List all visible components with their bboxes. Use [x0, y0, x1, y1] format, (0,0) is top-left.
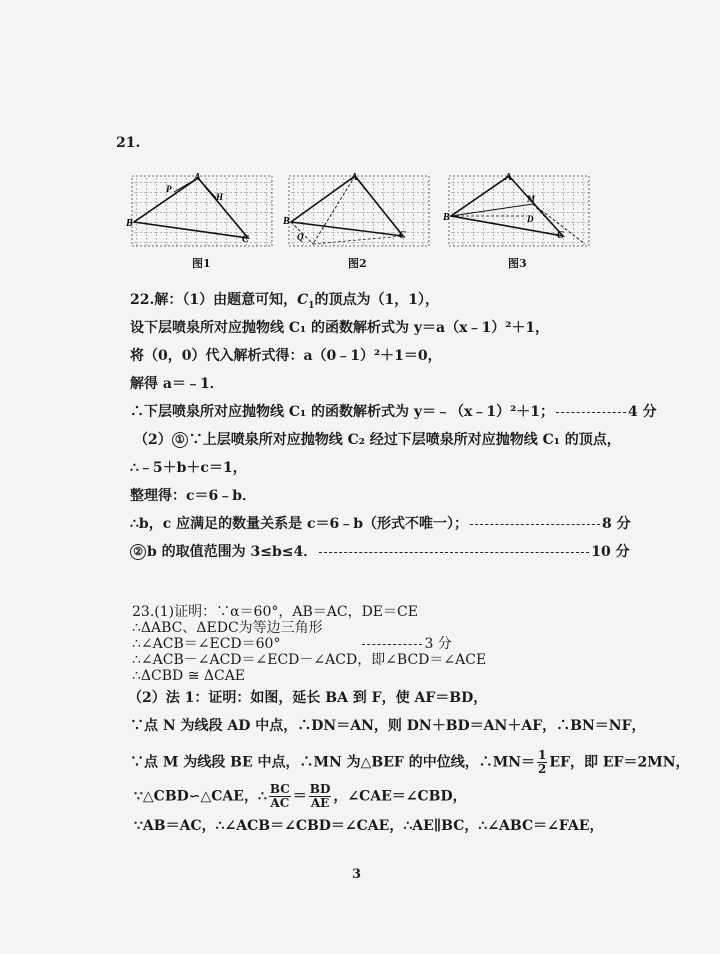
- q23-line-9-b: ，∠CAE＝∠CBD，: [333, 788, 467, 805]
- fraction-one-half: [537, 749, 547, 776]
- q22-line-7: ∴﹣5＋b＋c＝1，: [130, 460, 247, 476]
- q23-line-10: ∵AB＝AC，∴∠ACB＝∠CBD＝∠CAE，∴AE∥BC，∴∠ABC＝∠FAE，: [134, 818, 604, 834]
- fig1-label-h: H: [216, 192, 224, 202]
- q22-step-2-marker: ②: [130, 544, 146, 560]
- fig3-label-d: D: [527, 214, 534, 224]
- q22-line-9-text: ∴b，c 应满足的数量关系是 c＝6﹣b（形式不唯一）；: [130, 516, 469, 532]
- q22-line-6-text: ∵上层喷泉所对应抛物线 C₂ 经过下层喷泉所对应抛物线 C₁ 的顶点，: [188, 432, 621, 448]
- q22-line-10-text: b 的取值范围为 3≤b≤4．: [147, 544, 318, 560]
- fig3-caption: 图3: [508, 257, 527, 270]
- q23-score-3: 3 分: [424, 636, 452, 652]
- q22-line-8: 整理得：c＝6﹣b．: [130, 488, 257, 504]
- q22-line-10: [130, 543, 630, 561]
- fraction-bd-ae: [309, 783, 332, 810]
- fig2-caption: 图2: [348, 257, 367, 270]
- q23-line-4: ∴∠ACB－∠ACD＝∠ECD－∠ACD，即∠BCD＝∠ACE: [132, 652, 487, 668]
- q22-line-4: 解得 a＝﹣1．: [130, 376, 224, 392]
- q22-line-3: 将（0，0）代入解析式得：a（0﹣1）²＋1＝0，: [130, 348, 442, 364]
- q22-line-1-c: C: [297, 292, 309, 308]
- q22-line-1-tail: 的顶点为（1，1），: [314, 292, 440, 308]
- figure-2: [283, 172, 433, 248]
- q22-line-1-head: 22.解：（1）由题意可知，: [130, 292, 298, 308]
- fraction-numerator: 1: [538, 748, 547, 762]
- q23-line-2: ∴ΔABC、ΔEDC为等边三角形: [132, 620, 323, 636]
- q22-step-1-marker: ①: [172, 432, 188, 448]
- fig1-label-p: P: [166, 184, 172, 194]
- fig2-label-c: C: [399, 230, 406, 241]
- fig1-label-a: A: [194, 172, 201, 183]
- q23-line-7: ∵点 N 为线段 AD 中点，∴DN＝AN，则 DN＋BD＝AN＋AF，∴BN＝NF，: [130, 718, 646, 734]
- fig2-label-a: A: [351, 172, 358, 183]
- q23-line-8: [130, 749, 690, 776]
- q22-line-9: [130, 515, 631, 533]
- q22-line-1-sub: 1: [308, 300, 315, 311]
- q21-label: 21.: [116, 135, 141, 151]
- page-number: 3: [352, 867, 362, 882]
- fraction-bc-ac: [269, 783, 291, 810]
- q22-line-1: [130, 291, 439, 315]
- figure-3: [443, 172, 593, 248]
- q23-line-3-text: ∴∠ACB＝∠ECD＝60°: [132, 636, 281, 652]
- fig2-label-b: B: [283, 216, 290, 227]
- fig3-label-b: B: [443, 212, 450, 223]
- fig3-label-m: M: [527, 194, 536, 204]
- fig1-caption: 图1: [192, 257, 211, 270]
- q23-line-8-b: EF，即 EF＝2MN，: [549, 754, 690, 771]
- fig2-label-q: Q: [297, 232, 304, 242]
- q23-line-9-eq: ＝: [292, 788, 307, 805]
- q22-line-5-text: ∴下层喷泉所对应抛物线 C₁ 的函数解析式为 y＝﹣（x﹣1）²＋1；: [130, 404, 554, 420]
- q22-line-6: [134, 431, 621, 449]
- q23-line-9: [134, 783, 467, 810]
- fraction-denominator: 2: [538, 762, 547, 776]
- q22-line-2: 设下层喷泉所对应抛物线 C₁ 的函数解析式为 y＝a（x﹣1）²＋1，: [130, 320, 550, 336]
- fraction-denominator: AE: [310, 796, 330, 810]
- q23-line-8-a: ∵点 M 为线段 BE 中点，∴MN 为△BEF 的中位线，∴MN＝: [130, 754, 536, 771]
- figure-1: [126, 172, 276, 248]
- fraction-denominator: AC: [270, 796, 290, 810]
- q22-score-10: 10 分: [591, 544, 630, 560]
- q23-line-5: ∴ΔCBD ≅ ΔCAE: [132, 668, 246, 684]
- fig1-label-b: B: [126, 218, 133, 229]
- q22-line-5: [130, 403, 657, 421]
- q22-score-4: 4 分: [628, 404, 657, 420]
- q22-line-6-part: （2）: [134, 432, 172, 448]
- q22-score-8: 8 分: [602, 516, 631, 532]
- fraction-numerator: BD: [309, 782, 331, 796]
- q23-line-6: （2）法 1：证明：如图，延长 BA 到 F，使 AF＝BD，: [128, 690, 488, 706]
- fig3-label-a: A: [505, 172, 512, 183]
- q23-line-1: 23.(1)证明：∵α＝60°，AB＝AC，DE＝CE: [132, 604, 418, 620]
- q23-line-9-a: ∵△CBD∽△CAE，∴: [134, 788, 267, 805]
- fraction-numerator: BC: [269, 782, 290, 796]
- fig3-label-c: C: [557, 230, 564, 241]
- fig1-label-c: C: [242, 234, 249, 245]
